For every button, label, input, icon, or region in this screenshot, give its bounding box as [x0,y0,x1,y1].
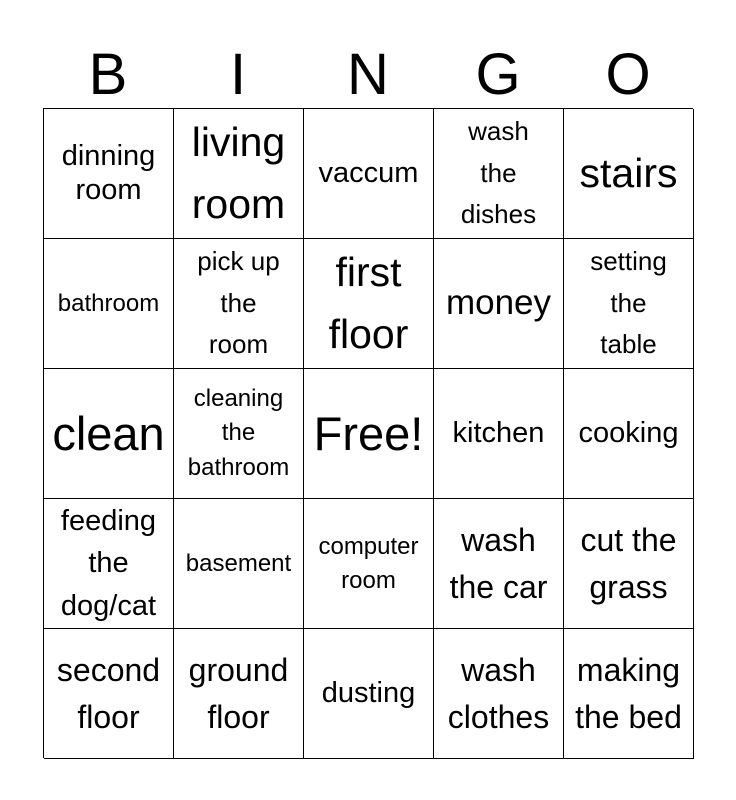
cell-text: stairs [579,149,678,196]
bingo-cell[interactable] [304,239,434,369]
header-letter-o: O [605,42,651,107]
bingo-cell[interactable] [434,109,564,239]
bingo-cell[interactable] [174,109,304,239]
bingo-board [43,108,693,758]
cell-text: second floor [56,652,161,735]
bingo-cell[interactable] [304,369,434,499]
bingo-cell[interactable] [564,109,694,239]
cell-text: wash clothes [447,652,550,735]
bingo-cell[interactable] [564,239,694,369]
bingo-cell[interactable] [434,369,564,499]
bingo-cell[interactable] [44,369,174,499]
bingo-cell[interactable] [564,499,694,629]
cell-text: cut the grass [580,522,677,605]
cell-text: cleaning the bathroom [187,385,290,481]
cell-text: Free! [313,406,424,460]
cell-text: clean [52,406,165,460]
bingo-cell[interactable] [304,629,434,759]
cell-text: living room [191,119,286,227]
cell-text: cooking [578,416,679,449]
cell-text: bathroom [57,289,160,317]
header-letter-b: B [88,42,128,107]
cell-text: making the bed [575,652,682,735]
cell-text: wash the car [449,522,548,605]
bingo-cell[interactable] [174,629,304,759]
header-letter-i: I [229,42,247,107]
cell-text: first floor [328,249,409,357]
bingo-cell[interactable] [434,239,564,369]
header-letter-g: G [475,42,521,107]
header-letter-n: N [347,42,389,107]
cell-text: setting the table [590,246,667,360]
bingo-cell[interactable] [174,499,304,629]
cell-text: wash the dishes [460,116,537,230]
cell-text: dusting [321,676,416,709]
cell-text: basement [185,549,292,577]
cell-text: vaccum [318,156,419,189]
bingo-cell[interactable] [564,369,694,499]
cell-text: dinning room [61,139,156,206]
bingo-cell[interactable] [434,629,564,759]
bingo-cell[interactable] [564,629,694,759]
cell-text: feeding the dog/cat [60,505,157,622]
bingo-cell[interactable] [304,499,434,629]
bingo-cell[interactable] [44,239,174,369]
cell-text: ground floor [188,652,289,735]
cell-text: pick up the room [197,246,280,360]
bingo-cell[interactable] [44,629,174,759]
bingo-cell[interactable] [174,369,304,499]
bingo-cell[interactable] [434,499,564,629]
bingo-cell[interactable] [44,109,174,239]
bingo-cell[interactable] [304,109,434,239]
cell-text: money [445,283,552,323]
bingo-cell[interactable] [44,499,174,629]
cell-text: kitchen [452,416,545,449]
bingo-header [43,42,693,108]
bingo-cell[interactable] [174,239,304,369]
cell-text: computer room [318,532,419,594]
